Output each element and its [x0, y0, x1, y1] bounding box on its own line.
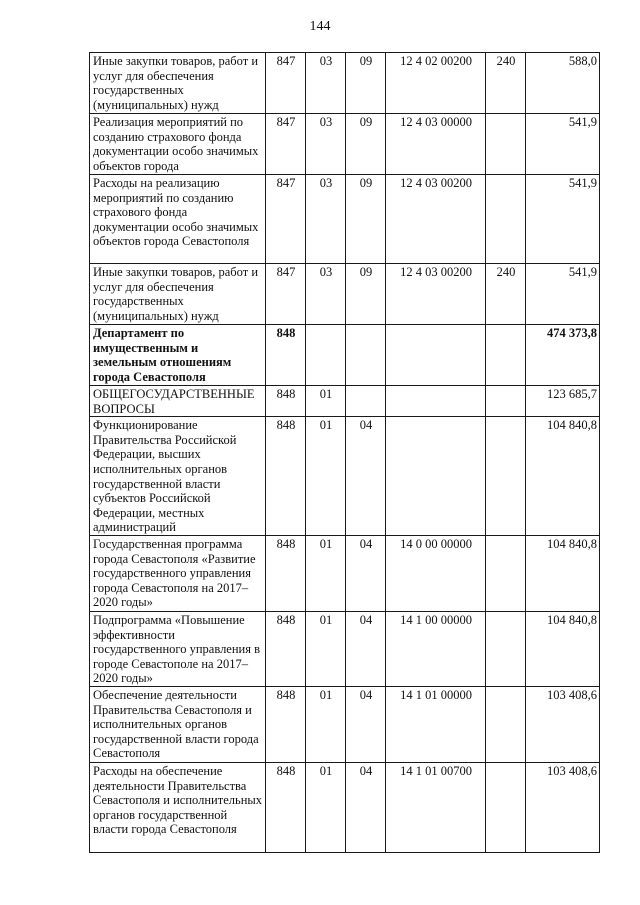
row-name: Обеспечение деятельности Правительства Севастополя и исполнительных органов государственной власти города Севастополя — [90, 686, 266, 762]
target-code: 14 0 00 00000 — [386, 535, 486, 611]
subsection-code: 04 — [346, 686, 386, 762]
target-code: 14 1 01 00700 — [386, 762, 486, 852]
row-name: ОБЩЕГОСУДАРСТВЕННЫЕ ВОПРОСЫ — [90, 386, 266, 417]
amount: 541,9 — [526, 175, 600, 264]
amount: 541,9 — [526, 114, 600, 175]
amount: 474 373,8 — [526, 325, 600, 386]
amount: 588,0 — [526, 53, 600, 114]
table-row — [90, 264, 600, 325]
expense-type-code — [486, 325, 526, 386]
row-name: Расходы на обеспечение деятельности Правительства Севастополя и исполнительных органов государственной власти города Севастополя — [90, 762, 266, 852]
ministry-code: 848 — [266, 611, 306, 686]
table-row — [90, 417, 600, 536]
subsection-code: 04 — [346, 535, 386, 611]
table-row — [90, 175, 600, 264]
section-code: 01 — [306, 386, 346, 417]
section-code: 01 — [306, 611, 346, 686]
target-code: 12 4 03 00200 — [386, 175, 486, 264]
row-name: Реализация мероприятий по созданию страхового фонда документации особо значимых объектов города — [90, 114, 266, 175]
subsection-code — [346, 325, 386, 386]
ministry-code: 847 — [266, 114, 306, 175]
amount: 103 408,6 — [526, 686, 600, 762]
ministry-code: 847 — [266, 53, 306, 114]
section-code: 01 — [306, 417, 346, 536]
ministry-code: 848 — [266, 762, 306, 852]
expense-type-code — [486, 175, 526, 264]
row-name: Государственная программа города Севастополя «Развитие государственного управления города Севастополя на 2017–2020 годы» — [90, 535, 266, 611]
expense-type-code — [486, 611, 526, 686]
expense-type-code — [486, 535, 526, 611]
row-name: Иные закупки товаров, работ и услуг для обеспечения государственных (муниципальных) нужд — [90, 264, 266, 325]
budget-table — [89, 52, 600, 853]
target-code — [386, 325, 486, 386]
amount: 104 840,8 — [526, 417, 600, 536]
ministry-code: 848 — [266, 535, 306, 611]
ministry-code: 848 — [266, 417, 306, 536]
ministry-code: 848 — [266, 325, 306, 386]
amount: 103 408,6 — [526, 762, 600, 852]
table-row — [90, 686, 600, 762]
target-code — [386, 417, 486, 536]
expense-type-code — [486, 386, 526, 417]
page-number: 144 — [309, 19, 331, 34]
subsection-code: 04 — [346, 611, 386, 686]
subsection-code: 04 — [346, 762, 386, 852]
amount: 104 840,8 — [526, 611, 600, 686]
target-code: 12 4 02 00200 — [386, 53, 486, 114]
table-row — [90, 325, 600, 386]
target-code: 12 4 03 00200 — [386, 264, 486, 325]
ministry-code: 848 — [266, 386, 306, 417]
amount: 104 840,8 — [526, 535, 600, 611]
table-row — [90, 611, 600, 686]
subsection-code: 09 — [346, 114, 386, 175]
table-row — [90, 114, 600, 175]
section-code: 01 — [306, 686, 346, 762]
table-row — [90, 762, 600, 852]
expense-type-code: 240 — [486, 53, 526, 114]
subsection-code: 09 — [346, 264, 386, 325]
target-code: 14 1 00 00000 — [386, 611, 486, 686]
table-row — [90, 386, 600, 417]
target-code: 14 1 01 00000 — [386, 686, 486, 762]
expense-type-code — [486, 686, 526, 762]
target-code: 12 4 03 00000 — [386, 114, 486, 175]
expense-type-code — [486, 762, 526, 852]
row-name: Расходы на реализацию мероприятий по созданию страхового фонда документации особо значимых объектов города Севастополя — [90, 175, 266, 264]
table-row — [90, 535, 600, 611]
row-name: Департамент по имущественным и земельным отношениям города Севастополя — [90, 325, 266, 386]
section-code: 01 — [306, 535, 346, 611]
amount: 541,9 — [526, 264, 600, 325]
row-name: Иные закупки товаров, работ и услуг для обеспечения государственных (муниципальных) нужд — [90, 53, 266, 114]
section-code — [306, 325, 346, 386]
section-code: 03 — [306, 53, 346, 114]
section-code: 03 — [306, 264, 346, 325]
expense-type-code — [486, 114, 526, 175]
section-code: 03 — [306, 175, 346, 264]
expense-type-code — [486, 417, 526, 536]
row-name: Подпрограмма «Повышение эффективности государственного управления в городе Севастополе на 2017–2020 годы» — [90, 611, 266, 686]
subsection-code: 09 — [346, 175, 386, 264]
ministry-code: 847 — [266, 175, 306, 264]
subsection-code — [346, 386, 386, 417]
expense-type-code: 240 — [486, 264, 526, 325]
table-row — [90, 53, 600, 114]
section-code: 03 — [306, 114, 346, 175]
row-name: Функционирование Правительства Российской Федерации, высших исполнительных органов государственной власти субъектов Российской Федерации, местных администраций — [90, 417, 266, 536]
section-code: 01 — [306, 762, 346, 852]
ministry-code: 848 — [266, 686, 306, 762]
amount: 123 685,7 — [526, 386, 600, 417]
subsection-code: 04 — [346, 417, 386, 536]
ministry-code: 847 — [266, 264, 306, 325]
target-code — [386, 386, 486, 417]
subsection-code: 09 — [346, 53, 386, 114]
